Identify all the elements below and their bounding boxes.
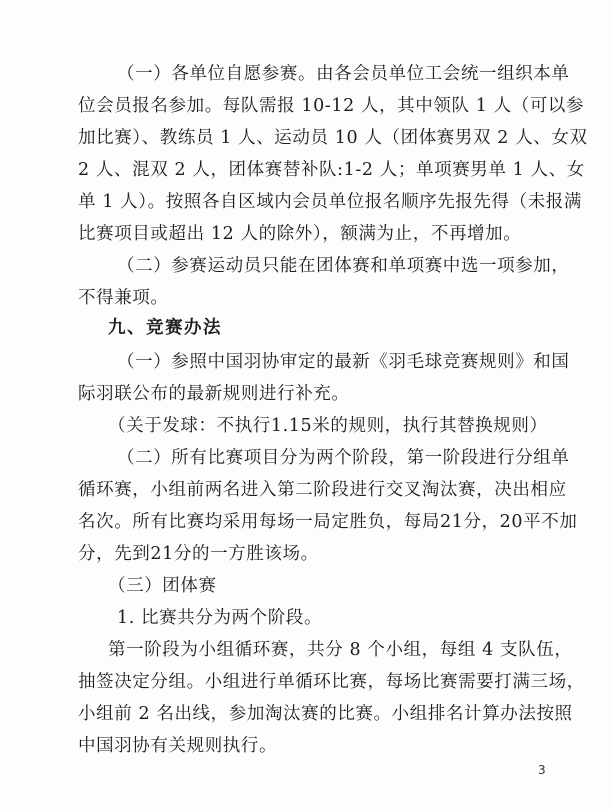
paragraph-line: （二）所有比赛项目分为两个阶段，第一阶段进行分组单 [117,448,570,468]
paragraph-line: （关于发球：不执行1.15米的规则，执行其替换规则） [108,416,548,436]
paragraph-line: 第一阶段为小组循环赛，共分 8 个小组，每组 4 支队伍， [108,640,573,660]
paragraph-line: 小组前 2 名出线，参加淘汰赛的比赛。小组排名计算办法按照 [78,704,573,724]
paragraph-line: 位会员报名参加。每队需报 10-12 人，其中领队 1 人（可以参 [78,96,585,116]
paragraph-line: 循环赛，小组前两名进入第二阶段进行交叉淘汰赛，决出相应 [78,480,567,500]
paragraph-line: 不得兼项。 [78,288,169,308]
paragraph-line: 中国羽协有关规则执行。 [78,736,278,756]
paragraph-line: 加比赛）、教练员 1 人、运动员 10 人（团体赛男双 2 人、女双 [78,128,588,148]
subsection-heading: （三）团体赛 [108,576,217,596]
paragraph-line: 2 人、混双 2 人，团体赛替补队:1-2 人；单项赛男单 1 人、女 [78,160,585,180]
paragraph-line: 1. 比赛共分为两个阶段。 [117,608,323,628]
paragraph-line: 名次。所有比赛均采用每场一局定胜负，每局21分，20平不加 [78,512,578,532]
paragraph-line: 际羽联公布的最新规则进行补充。 [78,384,350,404]
paragraph-line: 单 1 人）。按照各自区域内会员单位报名顺序先报先得（未报满 [78,192,583,212]
paragraph-line: 分，先到21分的一方胜该场。 [78,544,319,564]
paragraph-line: 比赛项目或超出 12 人的除外），额满为止，不再增加。 [78,224,522,244]
paragraph-line: （二）参赛运动员只能在团体赛和单项赛中选一项参加， [117,256,570,276]
paragraph-line: 抽签决定分组。小组进行单循环比赛，每场比赛需要打满三场， [78,672,585,692]
paragraph-line: （一）参照中国羽协审定的最新《羽毛球竞赛规则》和国 [117,352,570,372]
paragraph-line: （一）各单位自愿参赛。由各会员单位工会统一组织本单 [117,64,570,84]
section-heading: 九、竞赛办法 [108,318,222,338]
page-number: 3 [538,763,546,777]
